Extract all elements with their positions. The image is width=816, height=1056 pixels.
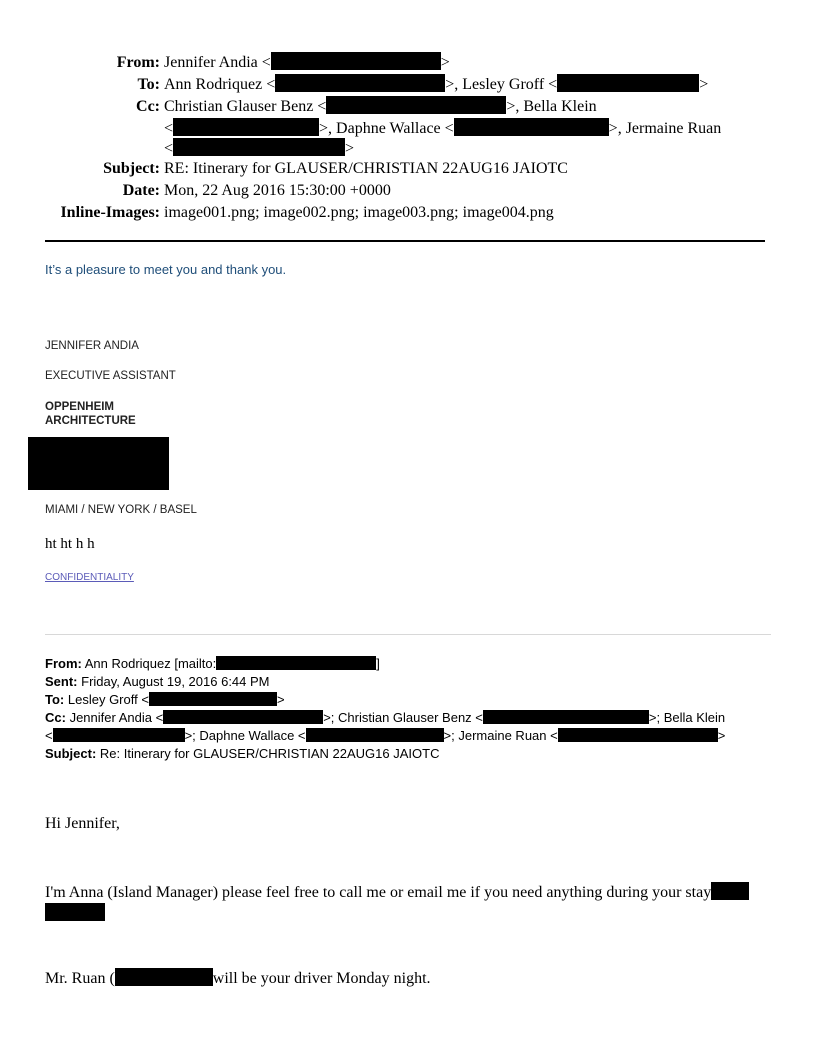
- fwd-to-label: To:: [45, 692, 65, 707]
- fwd-cc-label: Cc:: [45, 710, 66, 725]
- fwd-subject-label: Subject:: [45, 746, 97, 761]
- signature-company: [45, 400, 136, 428]
- to-label: To:: [137, 76, 160, 93]
- date-label: Date:: [122, 182, 160, 199]
- subject-value: RE: Itinerary for GLAUSER/CHRISTIAN 22AUG16 JAIOTC: [164, 160, 568, 177]
- inline-images-value: image001.png; image002.png; image003.png; image004.png: [164, 204, 554, 221]
- to-value: Ann Rodriquez < >, Lesley Groff < >: [164, 76, 709, 93]
- redaction-box: [558, 728, 718, 742]
- fwd-cc-row: [45, 709, 725, 727]
- fwd-cc-value-1: Jennifer Andia <: [69, 710, 164, 725]
- redaction-box: [306, 728, 444, 742]
- date-row: [45, 180, 721, 202]
- redacted-logo: [28, 437, 169, 490]
- inline-images-label: Inline-Images:: [60, 204, 160, 221]
- confidentiality-link[interactable]: CONFIDENTIALITY: [45, 572, 134, 583]
- from-name: Jennifer Andia <: [164, 54, 271, 71]
- fwd-cc-continuation: < >; Daphne Wallace < >; Jermaine Ruan < >: [45, 728, 726, 743]
- redaction-box: [454, 118, 609, 136]
- fwd-from-row: From: Ann Rodriquez [mailto: ]: [45, 656, 380, 671]
- cc-recipient-4: >, Jermaine Ruan: [608, 120, 722, 137]
- redaction-box: [483, 710, 649, 724]
- fwd-subject-row: [45, 745, 725, 763]
- body-paragraph-1: [45, 882, 765, 924]
- cc-continuation: < >, Daphne Wallace < >, Jermaine Ruan: [164, 120, 722, 137]
- from-value: Jennifer Andia < >: [164, 54, 450, 71]
- fwd-cc-value-2: >; Christian Glauser Benz <: [323, 710, 483, 725]
- redaction-box: [53, 728, 185, 742]
- fwd-sent-value: Friday, August 19, 2016 6:44 PM: [81, 674, 270, 689]
- signature-glyphs: ht ht h h: [45, 536, 95, 549]
- fwd-to-value: Lesley Groff <: [67, 692, 149, 707]
- subject-row: [45, 158, 721, 180]
- redaction-box: [45, 903, 105, 921]
- redaction-box: [216, 656, 376, 670]
- redaction-box: [173, 138, 345, 156]
- from-label: From:: [116, 54, 160, 71]
- fwd-subject-value: Re: Itinerary for GLAUSER/CHRISTIAN 22AUG16 JAIOTC: [99, 746, 440, 761]
- cc-row: [45, 96, 721, 118]
- header-divider: [45, 240, 765, 242]
- fwd-to-row: To: Lesley Groff < >: [45, 692, 285, 707]
- cc-value: [164, 96, 597, 118]
- redaction-box: [275, 74, 445, 92]
- signature-title: EXECUTIVE ASSISTANT: [45, 370, 176, 382]
- cc-recipient-3: >, Daphne Wallace <: [319, 120, 454, 137]
- redaction-box: [115, 968, 213, 986]
- fwd-from-label: From:: [45, 656, 82, 671]
- fwd-cc-value-5: >; Jermaine Ruan <: [443, 728, 558, 743]
- to-recipient-1: Ann Rodriquez <: [164, 76, 276, 93]
- redaction-box: [557, 74, 699, 92]
- greeting: Hi Jennifer,: [45, 815, 120, 832]
- signature-name: JENNIFER ANDIA: [45, 340, 139, 352]
- forwarded-header: [45, 655, 725, 763]
- fwd-cc-value-3: >; Bella Klein: [648, 710, 726, 725]
- redaction-box: [173, 118, 319, 136]
- to-recipient-2: >, Lesley Groff <: [445, 76, 558, 93]
- cc-recipient-1: Christian Glauser Benz <: [164, 98, 327, 115]
- redaction-box: [149, 692, 277, 706]
- to-row: [45, 74, 721, 96]
- forward-divider: [45, 634, 771, 635]
- cc-recipient-2: >, Bella Klein: [506, 98, 597, 115]
- redaction-box: [271, 52, 441, 70]
- para1-text: I'm Anna (Island Manager) please feel free to call me or email me if you need anything during your stay: [45, 884, 712, 901]
- email-header: [45, 52, 721, 224]
- para2-end: will be your driver Monday night.: [212, 970, 431, 987]
- fwd-cc-value-4: >; Daphne Wallace <: [184, 728, 306, 743]
- subject-label: Subject:: [103, 160, 160, 177]
- redaction-box: [163, 710, 323, 724]
- company-line-2: ARCHITECTURE: [45, 415, 136, 427]
- fwd-from-value: Ann Rodriquez [mailto:: [84, 656, 217, 671]
- company-line-1: OPPENHEIM: [45, 401, 115, 413]
- inline-images-row: [45, 202, 721, 224]
- from-row: [45, 52, 721, 74]
- signature-locations: MIAMI / NEW YORK / BASEL: [45, 504, 197, 516]
- fwd-sent-label: Sent:: [45, 674, 78, 689]
- body-paragraph-2: [45, 968, 431, 988]
- cc-continuation-2: < >: [164, 140, 355, 157]
- date-value: Mon, 22 Aug 2016 15:30:00 +0000: [164, 182, 391, 199]
- para2-start: Mr. Ruan (: [45, 970, 115, 987]
- redaction-box: [326, 96, 506, 114]
- reply-message: It’s a pleasure to meet you and thank you.: [45, 262, 287, 277]
- redaction-box: [711, 882, 749, 900]
- cc-label: Cc:: [136, 98, 160, 115]
- fwd-sent-row: [45, 673, 725, 691]
